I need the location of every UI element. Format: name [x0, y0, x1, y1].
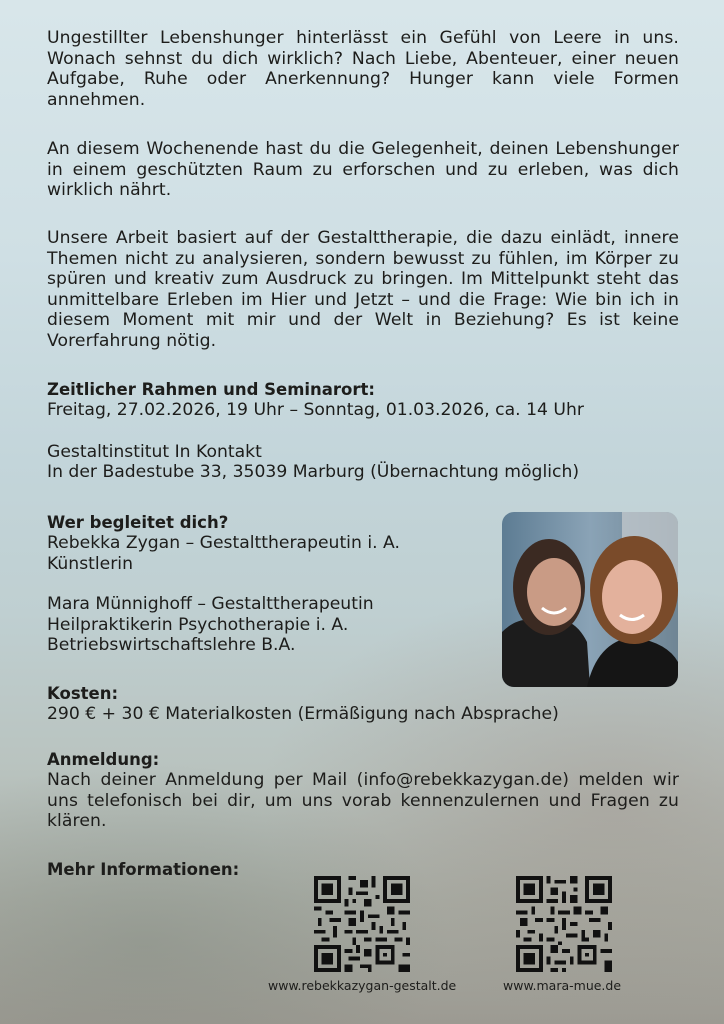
team-heading: Wer begleitet dich? — [47, 513, 229, 532]
url-mara[interactable]: www.mara-mue.de — [503, 978, 622, 993]
intro-paragraph-2: An diesem Wochenende hast du die Gelegenheit, deinen Lebenshunger in einem geschützten Raum zu erforschen und zu erleben, was dich wirklich nährt. — [47, 139, 679, 200]
person2-title: Mara Münnighoff – Gestalttherapeutin — [47, 594, 374, 614]
costs-heading: Kosten: — [47, 684, 119, 703]
venue-name: Gestaltinstitut In Kontakt — [47, 441, 262, 462]
costs-text: 290 € + 30 € Materialkosten (Ermäßigung nach Absprache) — [47, 704, 559, 724]
qr-code-mara[interactable] — [516, 876, 612, 976]
venue-address: In der Badestube 33, 35039 Marburg (Übernachtung möglich) — [47, 462, 580, 482]
person2-subtitle: Heilpraktikerin Psychotherapie i. A. — [47, 614, 349, 635]
registration-section — [47, 750, 679, 832]
schedule-time: Freitag, 27.02.2026, 19 Uhr – Sonntag, 01.03.2026, ca. 14 Uhr — [47, 400, 584, 420]
intro-paragraph-3: Unsere Arbeit basiert auf der Gestalttherapie, die dazu einlädt, innere Themen nicht zu analysieren, sondern bewusst zu fühlen, im Körper zu spüren und kreativ zum Ausdruck zu bringen. Im Mittelpunkt steht das unmittelbare Erleben im Hier und Jetzt – und die Frage: Wie bin ich in diesem Moment mit mir und der Welt in Beziehung? Es ist keine Vorerfahrung nötig. — [47, 228, 679, 351]
registration-text: Nach deiner Anmeldung per Mail (info@rebekkazygan.de) melden wir uns telefonisch bei dir, um uns vorab kennenzulernen und Fragen zu klären. — [47, 770, 679, 831]
person2-degree: Betriebswirtschaftslehre B.A. — [47, 635, 296, 655]
costs-section — [47, 684, 679, 725]
schedule-section — [47, 380, 679, 483]
qr-code-rebekka[interactable] — [314, 876, 410, 976]
person1-subtitle: Künstlerin — [47, 553, 133, 574]
registration-heading: Anmeldung: — [47, 750, 160, 769]
team-photo — [502, 512, 678, 687]
intro-paragraph-1: Ungestillter Lebenshunger hinterlässt ein Gefühl von Leere in uns. Wonach sehnst du dich wirklich? Nach Liebe, Abenteuer, einer neuen Aufgabe, Ruhe oder Anerkennung? Hunger kann viele Formen annehmen. — [47, 28, 679, 110]
url-rebekka[interactable]: www.rebekkazygan-gestalt.de — [268, 978, 457, 993]
more-info-heading: Mehr Informationen: — [47, 860, 240, 879]
person1-title: Rebekka Zygan – Gestalttherapeutin i. A. — [47, 533, 400, 553]
schedule-heading: Zeitlicher Rahmen und Seminarort: — [47, 380, 376, 399]
team-section — [47, 513, 487, 656]
